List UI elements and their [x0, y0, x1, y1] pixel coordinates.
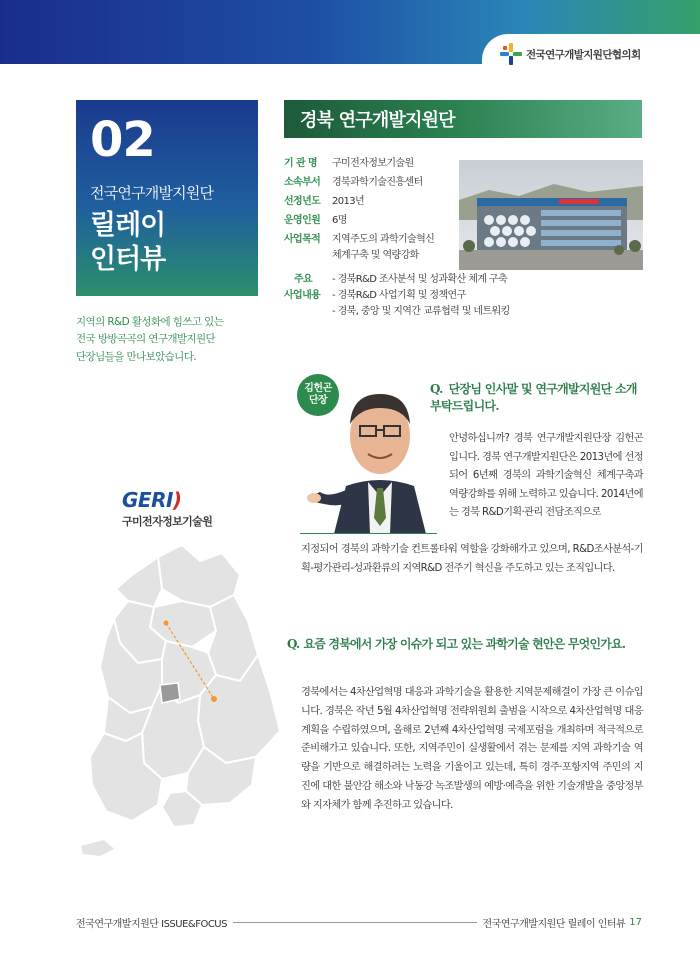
- info-value: 구미전자정보기술원: [332, 158, 414, 169]
- feature-subtitle: 전국연구개발지원단: [90, 184, 214, 202]
- page-number: 17: [629, 916, 642, 928]
- feature-title-line1: 릴레이: [90, 210, 166, 241]
- info-label: 소속부서: [284, 177, 321, 188]
- intro-line: 지역의 R&D 활성화에 힘쓰고 있는: [76, 316, 224, 328]
- info-value: - 경북R&D 조사분석 및 성과확산 체계 구축 - 경북R&D 사업기획 및 정책연구 - 경북, 중앙 및 지역간 교류협력 및 네트워킹: [332, 274, 510, 317]
- feature-title: [90, 209, 244, 277]
- org-name: 전국연구개발지원단협의회: [526, 48, 641, 61]
- info-value: 지역주도의 과학기술혁신 체계구축 및 역량강화: [332, 234, 435, 261]
- info-row: [284, 272, 510, 320]
- geri-logo-mark: GERI): [122, 488, 182, 512]
- issue-number: 02: [90, 112, 155, 168]
- interviewee-title: 단장: [308, 395, 328, 406]
- intro-line: 단장님들을 만나보았습니다.: [76, 350, 196, 363]
- answer-1-part2: 지정되어 경북의 과학기술 컨트롤타워 역할을 강화해가고 있으며, R&D조사분석-기획-평가관리-성과환류의 지역R&D 전주기 혁신을 주도하고 있는 조직입니다.: [301, 544, 643, 574]
- question-mark: Q.: [430, 382, 443, 396]
- geri-logo-name: 구미전자정보기술원: [122, 515, 213, 528]
- answer-1-part1: 안녕하십니까? 경북 연구개발지원단장 김헌곤입니다. 경북 연구개발지원단은 2013년에 선정되어 6년째 경북의 과학기술혁신 체계구축과 역량강화를 위해 노력하고 있습니다. 2014년에는 경북 R&D기획·관리 전담조직으로: [449, 433, 643, 518]
- building-photo: [459, 160, 643, 270]
- interviewee-name-badge: [297, 374, 339, 416]
- answer-2: 경북에서는 4차산업혁명 대응과 과학기술을 활용한 지역문제해결이 가장 큰 이슈입니다. 경북은 작년 5월 4차산업혁명 전략위원회 출범을 시작으로 4차산업혁명 대응계획을 수립하였으며, 올해로 2년째 4차산업혁명 국제포럼을 개최하며 적극적으로 준비해가고 있습니다. 또한, 지역주민이 실생활에서 겪는 문제를 지역 과학기술 역량을 기반으로 해결하려는 노력을 기울이고 있는데, 특히 경주·포항지역 주민의 지진에 대한 불안감 해소와 낙동강 녹조발생의 예방·예측을 위한 기술개발을 중앙정부와 지자체가 함께 추진하고 있습니다.: [301, 687, 643, 811]
- footer-left-text: 전국연구개발지원단 ISSUE&FOCUS: [76, 918, 227, 930]
- question-1: [430, 381, 646, 416]
- info-label: 선정년도: [284, 196, 321, 207]
- korea-map-icon: [70, 535, 300, 865]
- geri-logo: [122, 490, 242, 529]
- interviewee-name: 김헌곤: [304, 383, 332, 394]
- divider-line: [300, 533, 437, 534]
- org-tab: [482, 34, 700, 74]
- info-value: 2013년: [332, 196, 365, 207]
- feature-title-line2: 인터뷰: [90, 243, 166, 275]
- info-label: 기 관 명: [284, 158, 317, 169]
- intro-line: 전국 방방곡곡의 연구개발지원단: [76, 333, 216, 346]
- question-1-text: 단장님 인사말 및 연구개발지원단 소개 부탁드립니다.: [430, 382, 637, 414]
- feature-title-block: [76, 100, 258, 296]
- info-label: 사업목적: [284, 234, 321, 245]
- org-logo-icon: [500, 43, 522, 65]
- center-heading: [284, 100, 642, 138]
- footer-right-text: 전국연구개발지원단 릴레이 인터뷰: [482, 918, 626, 930]
- center-title: 경북 연구개발지원단: [300, 110, 455, 131]
- info-label: 운영인원: [284, 215, 321, 226]
- korea-map: [70, 535, 300, 865]
- feature-intro: [76, 314, 266, 366]
- info-value: 6명: [332, 215, 347, 226]
- building-photo-image: [459, 160, 643, 270]
- page-footer: [76, 914, 642, 930]
- question-2-text: 요즘 경북에서 가장 이슈가 되고 있는 과학기술 현안은 무엇인가요.: [303, 637, 626, 651]
- info-value: 경북과학기술진흥센터: [332, 177, 423, 188]
- question-2: [287, 636, 647, 653]
- info-label: 주요 사업내용: [284, 274, 321, 301]
- question-mark: Q.: [287, 637, 300, 651]
- footer-divider: [233, 922, 477, 923]
